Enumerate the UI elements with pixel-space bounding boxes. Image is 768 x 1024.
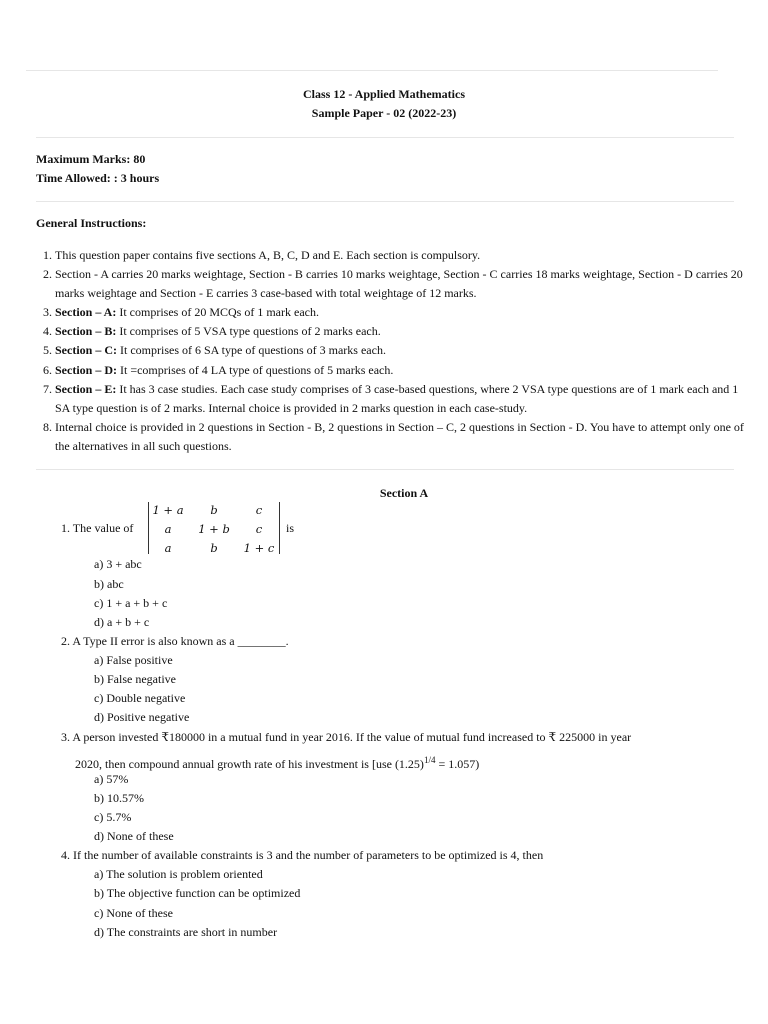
matrix-cell: 1 + b (198, 522, 230, 536)
instruction-item: 1. This question paper contains five sections A, B, C, D and E. Each section is compulsory. (55, 246, 755, 265)
q1-option-b: b) abc (94, 577, 124, 591)
q2-text: 2. A Type II error is also known as a ________. (61, 634, 289, 648)
q4-option-c: c) None of these (94, 906, 173, 920)
instruction-item: 6. Section – D: It =comprises of 4 LA type of questions of 5 marks each. (55, 361, 755, 380)
q1-suffix: is (286, 521, 295, 535)
q3-option-b: b) 10.57% (94, 791, 144, 805)
q1-option-d: d) a + b + c (94, 615, 150, 629)
q4-option-a: a) The solution is problem oriented (94, 867, 263, 881)
paper-title-block (0, 85, 768, 123)
matrix-cell: a (164, 522, 172, 536)
q3-option-c: c) 5.7% (94, 810, 132, 824)
paper-title: Class 12 - Applied Mathematics (303, 87, 465, 101)
divider-after-instructions (36, 469, 734, 470)
instructions-heading: General Instructions: (36, 216, 147, 230)
q2-option-b: b) False negative (94, 672, 176, 686)
q1-determinant (146, 500, 282, 556)
instruction-item: 3. Section – A: It comprises of 20 MCQs of 1 mark each. (55, 303, 755, 322)
divider-top (26, 70, 718, 71)
q4-option-d: d) The constraints are short in number (94, 925, 278, 939)
instruction-item: 2. Section - A carries 20 marks weightage, Section - B carries 10 marks weightage, Section - C carries 18 marks weightage, Section - D carries 20 marks weightage and Section - E carries 3 case-based with total weightage of 12 marks. (55, 265, 755, 303)
q4-text: 4. If the number of available constraints is 3 and the number of parameters to be optimized is 4, then (61, 848, 544, 862)
instruction-item: 7. Section – E: It has 3 case studies. Each case study comprises of 3 case-based questions, where 2 VSA type questions are of 1 mark each and 1 SA type question is of 2 marks. Internal choice is provided in 2 marks question in each case-study. (55, 380, 755, 418)
instruction-item: 8. Internal choice is provided in 2 questions in Section - B, 2 questions in Section – C, 2 questions in Section - D. You have to attempt only one of the alternatives in all such questions. (55, 418, 755, 456)
paper-subtitle: Sample Paper - 02 (2022-23) (311, 106, 457, 120)
q2-option-d: d) Positive negative (94, 710, 190, 724)
q2-option-c: c) Double negative (94, 691, 186, 705)
divider-after-meta (36, 201, 734, 202)
instruction-item: 5. Section – C: It comprises of 6 SA type of questions of 3 marks each. (55, 341, 755, 360)
section-a-title: Section A (379, 486, 429, 500)
instructions-list (36, 246, 755, 456)
exam-meta (36, 150, 159, 188)
matrix-cell: 1 + c (243, 541, 275, 555)
q4-option-b: b) The objective function can be optimized (94, 886, 301, 900)
q1-prefix: 1. The value of (61, 521, 134, 535)
matrix-cell: a (164, 541, 172, 555)
q1-option-a: a) 3 + abc (94, 557, 142, 571)
q3-option-a: a) 57% (94, 772, 129, 786)
matrix-cell: 1 + a (152, 503, 184, 517)
time-allowed: Time Allowed: : 3 hours (36, 171, 160, 185)
q1-option-c: c) 1 + a + b + c (94, 596, 168, 610)
q3-line-1: 3. A person invested ₹180000 in a mutual fund in year 2016. If the value of mutual fund increased to ₹ 225000 in year (61, 730, 632, 744)
q3-option-d: d) None of these (94, 829, 174, 843)
q3-exponent: 1/4 (423, 755, 436, 765)
instruction-item: 4. Section – B: It comprises of 5 VSA type questions of 2 marks each. (55, 322, 755, 341)
matrix-cell: c (255, 522, 263, 536)
max-marks: Maximum Marks: 80 (36, 152, 146, 166)
matrix-cell: c (255, 503, 263, 517)
matrix-cell: b (210, 541, 218, 555)
q2-option-a: a) False positive (94, 653, 173, 667)
matrix-cell: b (210, 503, 218, 517)
q3-line-2: 2020, then compound annual growth rate of his investment is [use $(1.25)^{1/4} = 1.057$) (75, 755, 480, 771)
divider-after-title (36, 137, 734, 138)
